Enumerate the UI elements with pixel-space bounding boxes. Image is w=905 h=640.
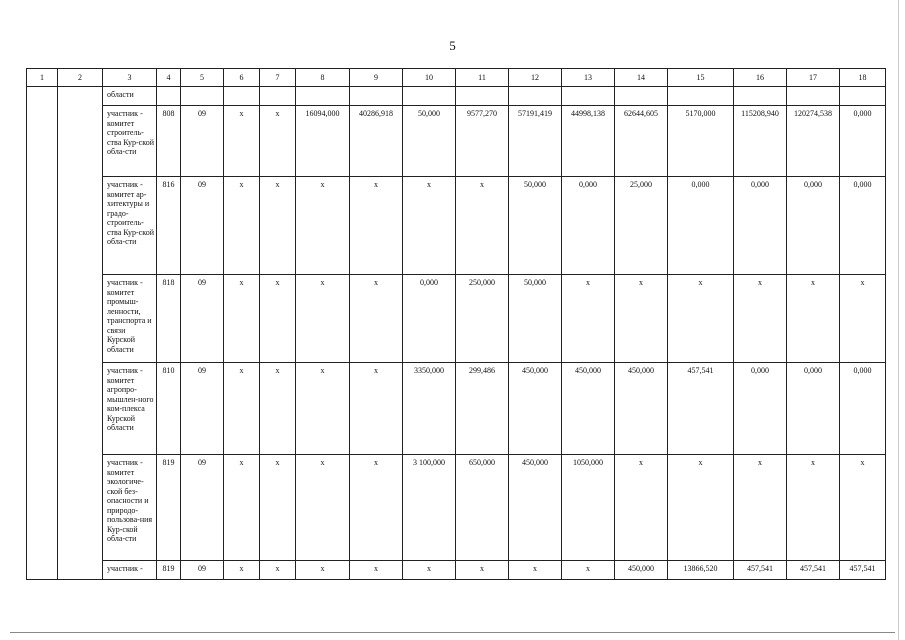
header-cell: 2 <box>58 69 103 87</box>
table-cell: 40286,918 <box>350 106 403 177</box>
header-cell: 3 <box>103 69 157 87</box>
table-cell: 3 100,000 <box>403 455 456 561</box>
table-cell <box>509 87 562 106</box>
table-cell: х <box>562 561 615 580</box>
merged-cell-col1 <box>27 87 58 580</box>
table-row <box>27 87 886 106</box>
table-cell: 819 <box>157 561 181 580</box>
header-cell: 10 <box>403 69 456 87</box>
table-cell: 650,000 <box>456 455 509 561</box>
table-cell: х <box>224 106 260 177</box>
table-cell: х <box>260 177 296 275</box>
table-cell: х <box>224 177 260 275</box>
table-cell: 44998,138 <box>562 106 615 177</box>
table-cell: х <box>350 561 403 580</box>
table-cell: 810 <box>157 363 181 455</box>
header-cell: 1 <box>27 69 58 87</box>
table-cell <box>157 87 181 106</box>
merged-cell-col2 <box>58 87 103 580</box>
table-cell <box>260 87 296 106</box>
table-cell: 09 <box>181 561 224 580</box>
table-cell: 1050,000 <box>562 455 615 561</box>
table-cell: х <box>787 455 840 561</box>
table-cell: 13866,520 <box>668 561 734 580</box>
table-cell: 09 <box>181 455 224 561</box>
table-cell: х <box>260 455 296 561</box>
table-cell: х <box>350 363 403 455</box>
participant-description: участник - комитет экологиче-ской без-опасности и природо-пользова-ния Кур-ской обла-сти <box>103 455 157 561</box>
table-cell: х <box>260 363 296 455</box>
table-row <box>27 561 886 580</box>
table-cell <box>734 87 787 106</box>
header-cell: 11 <box>456 69 509 87</box>
table-cell: х <box>668 455 734 561</box>
budget-table <box>26 68 886 580</box>
table-cell <box>668 87 734 106</box>
table-cell: 09 <box>181 106 224 177</box>
header-cell: 17 <box>787 69 840 87</box>
table-cell: х <box>224 363 260 455</box>
table-cell: 5170,000 <box>668 106 734 177</box>
table-cell: х <box>615 455 668 561</box>
page-number: 5 <box>449 38 456 53</box>
table-cell: х <box>456 561 509 580</box>
table-cell: х <box>350 275 403 363</box>
table-cell: 0,000 <box>840 106 886 177</box>
table-cell: 816 <box>157 177 181 275</box>
header-cell: 4 <box>157 69 181 87</box>
table-cell: х <box>224 455 260 561</box>
table-cell: 0,000 <box>787 363 840 455</box>
table-cell: х <box>260 106 296 177</box>
header-cell: 7 <box>260 69 296 87</box>
table-cell: х <box>224 275 260 363</box>
participant-description: участник - комитет строитель-ства Кур-ской обла-сти <box>103 106 157 177</box>
table-cell: х <box>668 275 734 363</box>
table-cell: х <box>296 561 350 580</box>
table-cell: х <box>615 275 668 363</box>
table-cell: 819 <box>157 455 181 561</box>
table-cell: 62644,605 <box>615 106 668 177</box>
table-row <box>27 275 886 363</box>
table-cell: х <box>456 177 509 275</box>
table-cell: 09 <box>181 275 224 363</box>
participant-description: участник - <box>103 561 157 580</box>
table-cell <box>296 87 350 106</box>
table-cell: 50,000 <box>509 275 562 363</box>
table-cell: 50,000 <box>509 177 562 275</box>
participant-description: участник - комитет ар-хитектуры и градо-строитель-ства Кур-ской обла-сти <box>103 177 157 275</box>
table-cell: 299,486 <box>456 363 509 455</box>
table-cell: 818 <box>157 275 181 363</box>
table-cell: 09 <box>181 363 224 455</box>
header-cell: 13 <box>562 69 615 87</box>
table-cell: х <box>734 455 787 561</box>
table-row <box>27 177 886 275</box>
table-cell: 457,541 <box>787 561 840 580</box>
table-cell <box>840 87 886 106</box>
table-cell: 0,000 <box>668 177 734 275</box>
header-cell: 12 <box>509 69 562 87</box>
table-cell <box>456 87 509 106</box>
table-cell: х <box>296 363 350 455</box>
table-cell <box>615 87 668 106</box>
table-cell <box>224 87 260 106</box>
table-cell: 450,000 <box>562 363 615 455</box>
table-cell: 0,000 <box>734 363 787 455</box>
header-cell: 6 <box>224 69 260 87</box>
participant-description: участник - комитет агропро-мышлен-ного ком-плекса Курской области <box>103 363 157 455</box>
participant-description: области <box>103 87 157 106</box>
table-cell: 09 <box>181 177 224 275</box>
table-row <box>27 106 886 177</box>
table-cell: 3350,000 <box>403 363 456 455</box>
table-cell: 16094,000 <box>296 106 350 177</box>
table-cell: х <box>509 561 562 580</box>
table-cell: х <box>734 275 787 363</box>
table-cell: 25,000 <box>615 177 668 275</box>
table-cell: 50,000 <box>403 106 456 177</box>
table-cell: 808 <box>157 106 181 177</box>
table-cell: х <box>296 177 350 275</box>
table-cell <box>181 87 224 106</box>
header-row <box>27 69 886 87</box>
table-cell: 0,000 <box>787 177 840 275</box>
table-cell: х <box>296 455 350 561</box>
table-cell: 0,000 <box>734 177 787 275</box>
table-cell: 0,000 <box>562 177 615 275</box>
table-cell: х <box>403 177 456 275</box>
page-edge-line <box>898 0 899 640</box>
table-cell: х <box>840 455 886 561</box>
table-row <box>27 363 886 455</box>
table-cell: 450,000 <box>615 561 668 580</box>
header-cell: 14 <box>615 69 668 87</box>
table-cell: х <box>260 561 296 580</box>
table-cell: 57191,419 <box>509 106 562 177</box>
table-cell: х <box>260 275 296 363</box>
table-cell: 0,000 <box>840 363 886 455</box>
table-cell <box>787 87 840 106</box>
table-cell: 457,541 <box>840 561 886 580</box>
table-row <box>27 455 886 561</box>
table-cell <box>350 87 403 106</box>
table-cell: х <box>562 275 615 363</box>
header-cell: 16 <box>734 69 787 87</box>
table-cell: х <box>350 177 403 275</box>
header-cell: 8 <box>296 69 350 87</box>
table-cell: 450,000 <box>509 455 562 561</box>
table-cell: х <box>840 275 886 363</box>
header-cell: 9 <box>350 69 403 87</box>
table-cell: 450,000 <box>615 363 668 455</box>
table-cell: 120274,538 <box>787 106 840 177</box>
table-cell: 457,541 <box>668 363 734 455</box>
participant-description: участник - комитет промыш-ленности, транспорта и связи Курской области <box>103 275 157 363</box>
bottom-scan-line <box>10 632 895 633</box>
table-cell: х <box>403 561 456 580</box>
table-cell: х <box>787 275 840 363</box>
table-cell <box>403 87 456 106</box>
table-cell: 9577,270 <box>456 106 509 177</box>
header-cell: 18 <box>840 69 886 87</box>
table-cell: 250,000 <box>456 275 509 363</box>
table-cell: х <box>350 455 403 561</box>
table-cell <box>562 87 615 106</box>
table-cell: 115208,940 <box>734 106 787 177</box>
table-cell: 0,000 <box>840 177 886 275</box>
table-cell: х <box>224 561 260 580</box>
header-cell: 15 <box>668 69 734 87</box>
table-cell: х <box>296 275 350 363</box>
table-cell: 0,000 <box>403 275 456 363</box>
table-cell: 450,000 <box>509 363 562 455</box>
table-cell: 457,541 <box>734 561 787 580</box>
header-cell: 5 <box>181 69 224 87</box>
